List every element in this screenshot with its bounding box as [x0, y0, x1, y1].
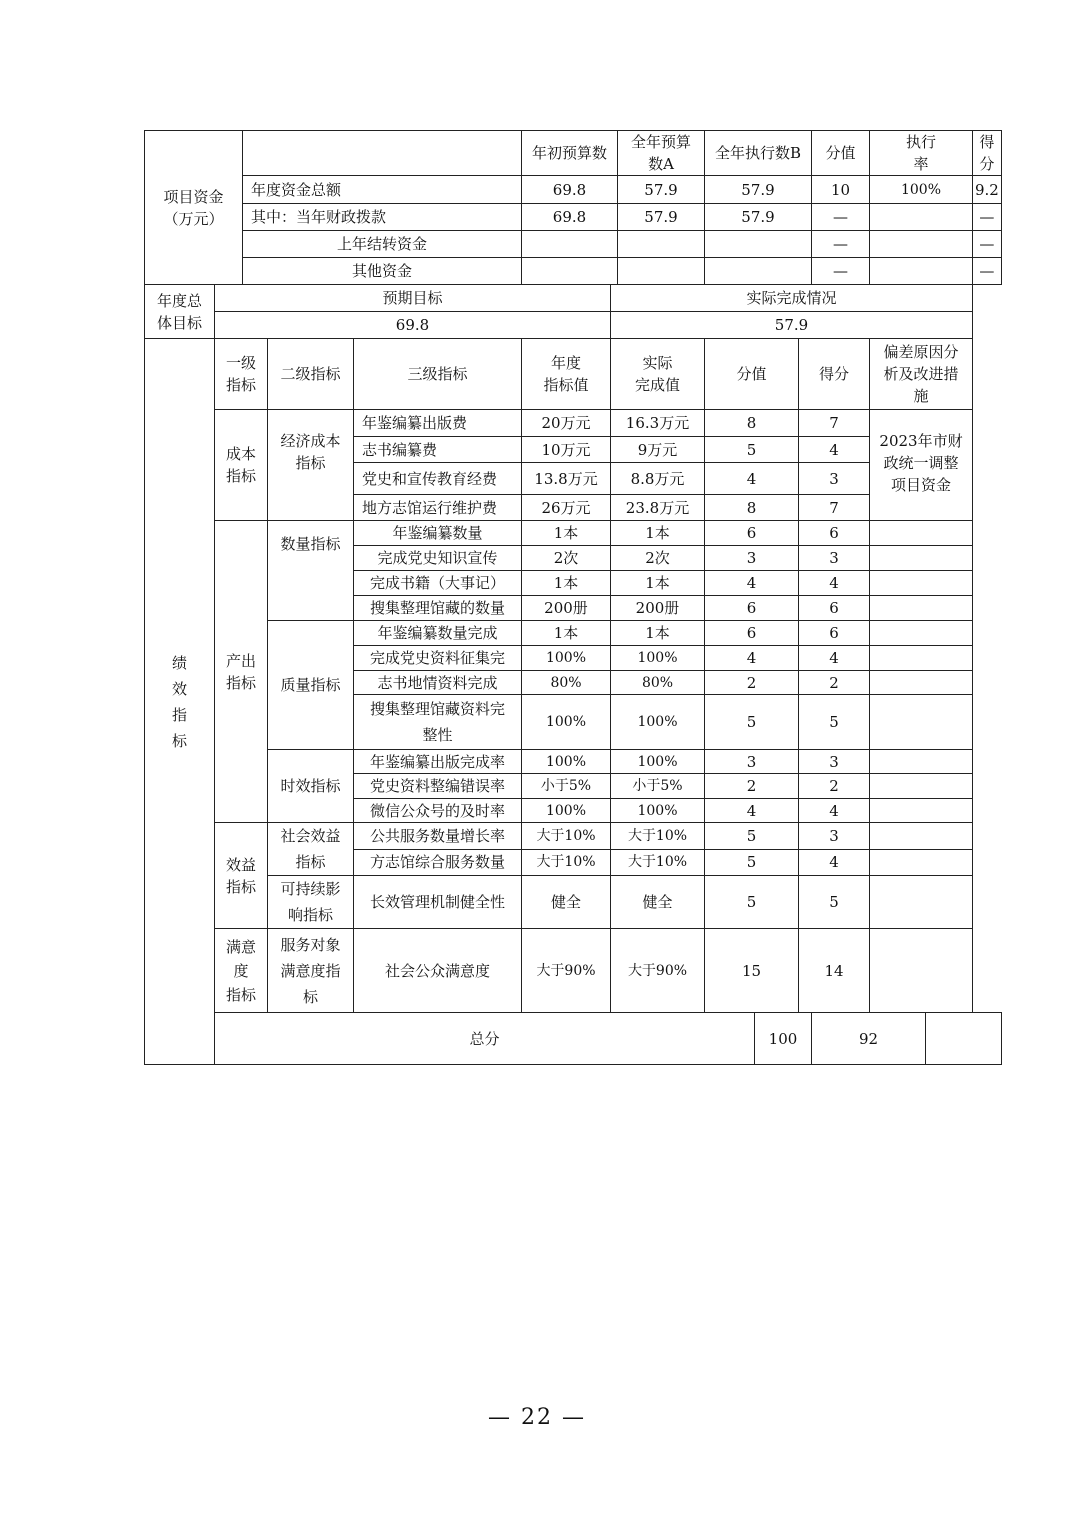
- funds-row-annual: [618, 231, 705, 258]
- indicator-name: 方志馆综合服务数量: [354, 849, 522, 876]
- funds-row: [145, 258, 1002, 285]
- indicator-actual: 健全: [611, 876, 705, 929]
- funds-row-initial: 69.8: [522, 204, 618, 231]
- indicator-score: 4: [799, 437, 870, 463]
- funds-row-name: 其中：当年财政拨款: [243, 204, 522, 231]
- indicator-score: 6: [799, 521, 870, 546]
- indicator-score: 3: [799, 463, 870, 495]
- indicator-name: 公共服务数量增长率: [354, 823, 522, 850]
- indicator-score-value: 3: [705, 546, 799, 571]
- indicator-score-value: 5: [705, 437, 799, 463]
- indicator-score-value: 6: [705, 621, 799, 646]
- indicator-score-value: 15: [705, 929, 799, 1013]
- reason-cell: [870, 646, 973, 671]
- total-row: [145, 1013, 1002, 1065]
- indicator-target: 80%: [522, 671, 611, 695]
- indicator-name: 完成党史知识宣传: [354, 546, 522, 571]
- perf-label: 绩 效 指 标: [145, 339, 215, 1065]
- indicator-score: 2: [799, 774, 870, 799]
- indicator-score-value: 6: [705, 521, 799, 546]
- indicator-score: 14: [799, 929, 870, 1013]
- cost-reason: 2023年市财 政统一调整 项目资金: [870, 410, 973, 521]
- indicator-target: 100%: [522, 750, 611, 774]
- indicator-name: 年鉴编纂数量完成: [354, 621, 522, 646]
- indicator-score: 4: [799, 646, 870, 671]
- indicator-score-value: 2: [705, 774, 799, 799]
- funds-row-annual: [618, 258, 705, 285]
- indicator-name: 志书地情资料完成: [354, 671, 522, 695]
- performance-table-container: [144, 130, 1002, 1065]
- table-row: [145, 410, 1002, 437]
- funds-row: [145, 204, 1002, 231]
- funds-row-initial: 69.8: [522, 176, 618, 204]
- indicator-actual: 23.8万元: [611, 495, 705, 521]
- indicator-score-value: 6: [705, 596, 799, 621]
- funds-row-executed: [705, 258, 812, 285]
- indicator-target: 100%: [522, 695, 611, 750]
- cost-sub-label: 经济成本 指标: [268, 410, 354, 521]
- indicator-name: 搜集整理馆藏的数量: [354, 596, 522, 621]
- funds-row-score: 9.2: [973, 176, 1002, 204]
- indicator-score-value: 5: [705, 876, 799, 929]
- indicator-score-value: 4: [705, 571, 799, 596]
- indicator-target: 2次: [522, 546, 611, 571]
- funds-label: 项目资金 （万元）: [145, 131, 243, 285]
- funds-row-rate: [870, 258, 973, 285]
- indicator-actual: 大于90%: [611, 929, 705, 1013]
- indicator-actual: 1本: [611, 571, 705, 596]
- indicator-actual: 100%: [611, 646, 705, 671]
- performance-table: [144, 130, 1002, 1065]
- reason-cell: [870, 521, 973, 546]
- indicator-name: 完成党史资料征集完: [354, 646, 522, 671]
- funds-row-score-value: —: [812, 258, 870, 285]
- perf-header-actual: 实际 完成值: [611, 339, 705, 410]
- indicator-target: 1本: [522, 521, 611, 546]
- indicator-actual: 8.8万元: [611, 463, 705, 495]
- social-benefit-label: 社会效益 指标: [268, 823, 354, 876]
- indicator-actual: 100%: [611, 695, 705, 750]
- cost-label: 成本 指标: [215, 410, 268, 521]
- funds-row-name: 其他资金: [243, 258, 522, 285]
- indicator-score: 5: [799, 876, 870, 929]
- indicator-score: 2: [799, 671, 870, 695]
- indicator-score: 3: [799, 750, 870, 774]
- funds-row-name: 上年结转资金: [243, 231, 522, 258]
- goal-expected-value: 69.8: [215, 312, 611, 339]
- reason-cell: [870, 546, 973, 571]
- funds-header-initial: 年初预算数: [522, 131, 618, 176]
- goal-label: 年度总 体目标: [145, 285, 215, 339]
- funds-row: [145, 176, 1002, 204]
- total-reason-cell: [926, 1013, 1002, 1065]
- reason-cell: [870, 571, 973, 596]
- indicator-score-value: 4: [705, 646, 799, 671]
- reason-cell: [870, 876, 973, 929]
- total-score: 92: [812, 1013, 926, 1065]
- indicator-score: 7: [799, 410, 870, 437]
- perf-header-level1: 一级 指标: [215, 339, 268, 410]
- funds-row-initial: [522, 231, 618, 258]
- table-row: [145, 929, 1002, 1013]
- indicator-name: 志书编纂费: [354, 437, 522, 463]
- perf-header-reason: 偏差原因分 析及改进措 施: [870, 339, 973, 410]
- reason-cell: [870, 799, 973, 823]
- indicator-target: 大于10%: [522, 823, 611, 850]
- funds-row-executed: 57.9: [705, 204, 812, 231]
- funds-row-score-value: —: [812, 231, 870, 258]
- funds-row-score-value: 10: [812, 176, 870, 204]
- indicator-target: 小于5%: [522, 774, 611, 799]
- reason-cell: [870, 596, 973, 621]
- indicator-actual: 1本: [611, 621, 705, 646]
- funds-row-executed: [705, 231, 812, 258]
- funds-row-initial: [522, 258, 618, 285]
- indicator-name: 党史和宣传教育经费: [354, 463, 522, 495]
- sustainable-label: 可持续影 响指标: [268, 876, 354, 929]
- funds-row-rate: [870, 204, 973, 231]
- indicator-name: 社会公众满意度: [354, 929, 522, 1013]
- funds-header-score: 得 分: [973, 131, 1002, 176]
- indicator-actual: 100%: [611, 750, 705, 774]
- funds-header-rate: 执行 率: [870, 131, 973, 176]
- indicator-score-value: 5: [705, 695, 799, 750]
- indicator-score: 7: [799, 495, 870, 521]
- perf-header-score: 得分: [799, 339, 870, 410]
- reason-cell: [870, 621, 973, 646]
- indicator-actual: 小于5%: [611, 774, 705, 799]
- indicator-target: 大于90%: [522, 929, 611, 1013]
- indicator-name: 党史资料整编错误率: [354, 774, 522, 799]
- table-row: [145, 621, 1002, 646]
- indicator-actual: 200册: [611, 596, 705, 621]
- goal-actual-value: 57.9: [611, 312, 973, 339]
- reason-cell: [870, 671, 973, 695]
- benefit-label: 效益 指标: [215, 823, 268, 929]
- reason-cell: [870, 823, 973, 850]
- indicator-target: 20万元: [522, 410, 611, 437]
- perf-header-target: 年度 指标值: [522, 339, 611, 410]
- funds-row: [145, 231, 1002, 258]
- indicator-score-value: 8: [705, 495, 799, 521]
- indicator-score-value: 5: [705, 823, 799, 850]
- indicator-score: 3: [799, 823, 870, 850]
- table-row: [145, 521, 1002, 546]
- table-row: [145, 823, 1002, 850]
- indicator-target: 100%: [522, 646, 611, 671]
- satisfaction-label: 满意 度 指标: [215, 929, 268, 1013]
- indicator-actual: 9万元: [611, 437, 705, 463]
- indicator-score: 6: [799, 621, 870, 646]
- funds-row-name: 年度资金总额: [243, 176, 522, 204]
- quantity-label: 数量指标: [268, 521, 354, 621]
- funds-row-rate: 100%: [870, 176, 973, 204]
- page-number: — 22 —: [488, 1405, 586, 1430]
- indicator-actual: 大于10%: [611, 823, 705, 850]
- quality-label: 质量指标: [268, 621, 354, 750]
- goal-actual-label: 实际完成情况: [611, 285, 973, 312]
- funds-row-annual: 57.9: [618, 176, 705, 204]
- indicator-name: 年鉴编纂数量: [354, 521, 522, 546]
- reason-cell: [870, 750, 973, 774]
- indicator-name: 地方志馆运行维护费: [354, 495, 522, 521]
- indicator-target: 健全: [522, 876, 611, 929]
- indicator-target: 1本: [522, 621, 611, 646]
- reason-cell: [870, 929, 973, 1013]
- total-score-value: 100: [755, 1013, 812, 1065]
- perf-header-level2: 二级指标: [268, 339, 354, 410]
- funds-row-executed: 57.9: [705, 176, 812, 204]
- indicator-target: 100%: [522, 799, 611, 823]
- table-row: [145, 750, 1002, 774]
- indicator-target: 1本: [522, 571, 611, 596]
- funds-row-rate: [870, 231, 973, 258]
- table-row: [145, 876, 1002, 929]
- indicator-name: 完成书籍（大事记）: [354, 571, 522, 596]
- funds-row-score: —: [973, 258, 1002, 285]
- indicator-score: 5: [799, 695, 870, 750]
- indicator-name: 年鉴编纂出版完成率: [354, 750, 522, 774]
- funds-header-annual: 全年预算 数A: [618, 131, 705, 176]
- goal-expected-label: 预期目标: [215, 285, 611, 312]
- indicator-actual: 16.3万元: [611, 410, 705, 437]
- indicator-actual: 1本: [611, 521, 705, 546]
- indicator-name: 搜集整理馆藏资料完 整性: [354, 695, 522, 750]
- indicator-score: 4: [799, 799, 870, 823]
- indicator-name: 微信公众号的及时率: [354, 799, 522, 823]
- indicator-score: 4: [799, 849, 870, 876]
- indicator-score-value: 5: [705, 849, 799, 876]
- satisfaction-sub-label: 服务对象 满意度指 标: [268, 929, 354, 1013]
- indicator-actual: 80%: [611, 671, 705, 695]
- indicator-score-value: 2: [705, 671, 799, 695]
- indicator-target: 26万元: [522, 495, 611, 521]
- indicator-target: 10万元: [522, 437, 611, 463]
- funds-header-blank: [243, 131, 522, 176]
- reason-cell: [870, 695, 973, 750]
- indicator-score-value: 3: [705, 750, 799, 774]
- timeliness-label: 时效指标: [268, 750, 354, 823]
- funds-header-executed: 全年执行数B: [705, 131, 812, 176]
- indicator-actual: 2次: [611, 546, 705, 571]
- funds-header-score-value: 分值: [812, 131, 870, 176]
- indicator-score: 4: [799, 571, 870, 596]
- total-label: 总分: [215, 1013, 755, 1065]
- indicator-target: 大于10%: [522, 849, 611, 876]
- indicator-score: 3: [799, 546, 870, 571]
- indicator-actual: 100%: [611, 799, 705, 823]
- indicator-name: 长效管理机制健全性: [354, 876, 522, 929]
- reason-cell: [870, 774, 973, 799]
- indicator-score-value: 4: [705, 799, 799, 823]
- indicator-actual: 大于10%: [611, 849, 705, 876]
- indicator-score: 6: [799, 596, 870, 621]
- indicator-name: 年鉴编纂出版费: [354, 410, 522, 437]
- funds-row-score: —: [973, 204, 1002, 231]
- perf-header-level3: 三级指标: [354, 339, 522, 410]
- perf-header-score-value: 分值: [705, 339, 799, 410]
- indicator-target: 200册: [522, 596, 611, 621]
- reason-cell: [870, 849, 973, 876]
- output-label: 产出 指标: [215, 521, 268, 823]
- funds-row-score: —: [973, 231, 1002, 258]
- indicator-score-value: 8: [705, 410, 799, 437]
- funds-row-annual: 57.9: [618, 204, 705, 231]
- funds-row-score-value: —: [812, 204, 870, 231]
- indicator-score-value: 4: [705, 463, 799, 495]
- indicator-target: 13.8万元: [522, 463, 611, 495]
